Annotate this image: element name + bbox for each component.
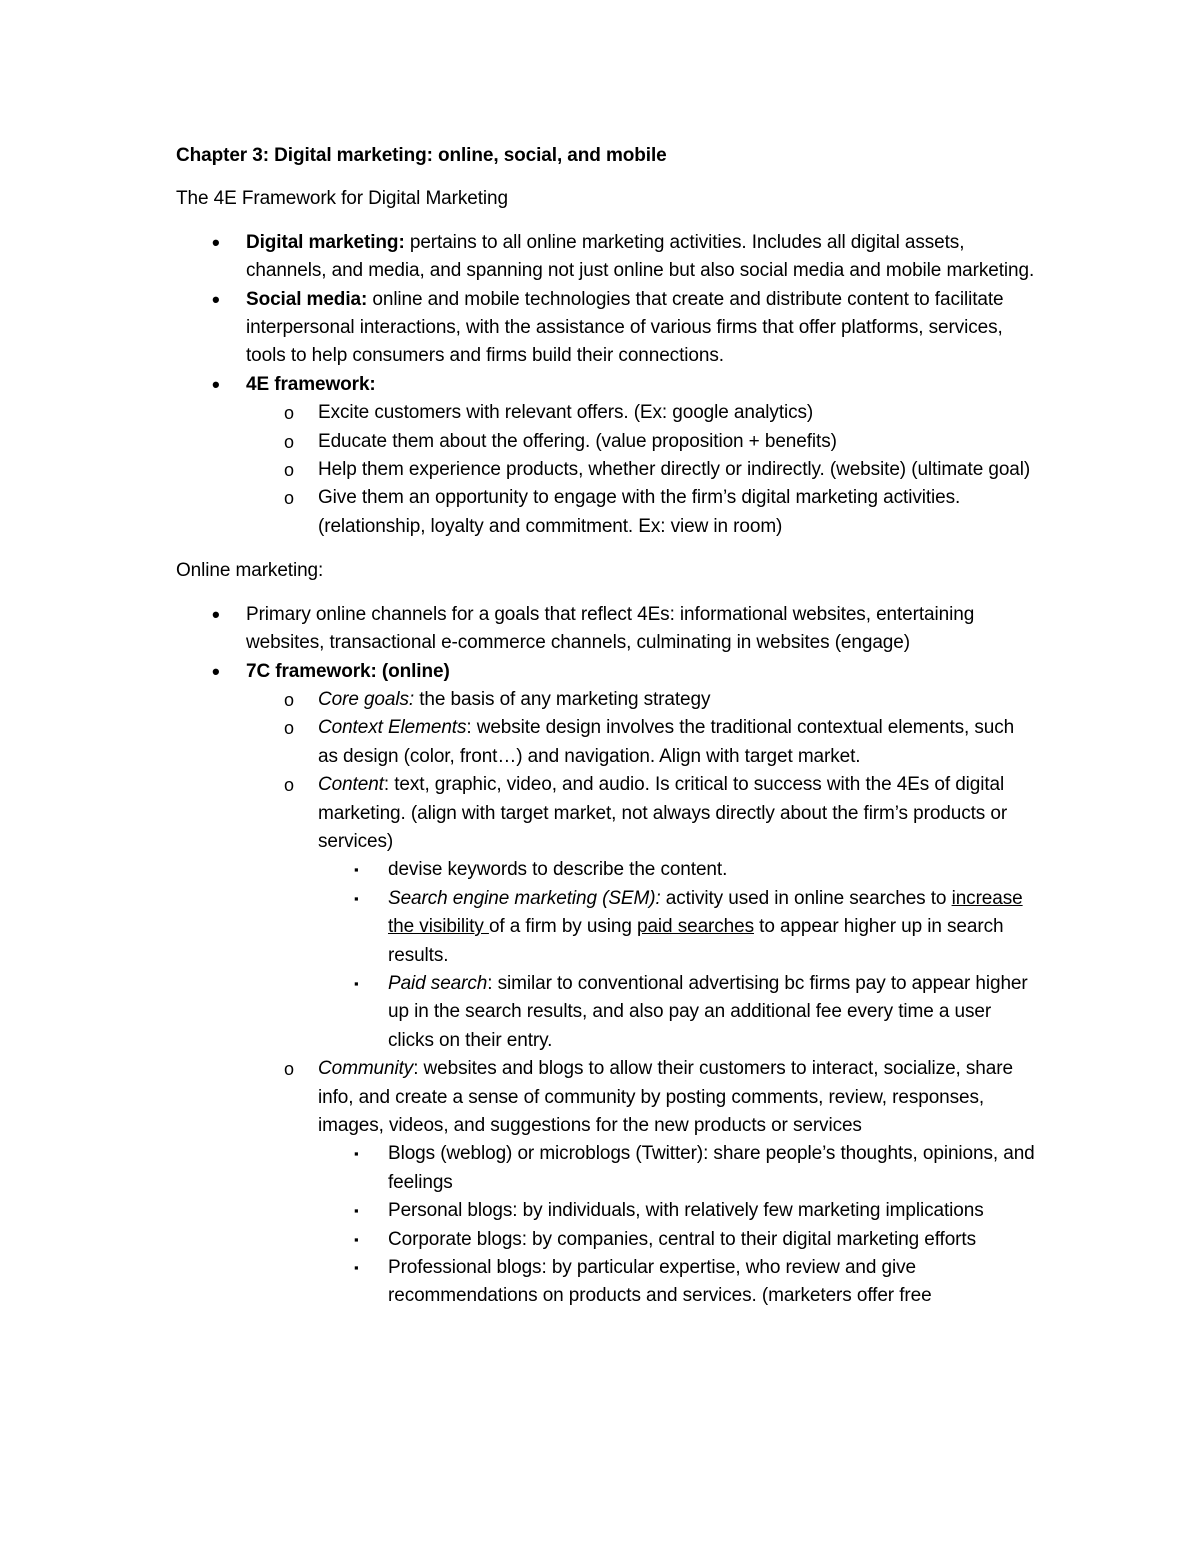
sublist-4e (246, 399, 1036, 541)
circle-marker: o (284, 718, 294, 739)
chapter-title: Chapter 3: Digital marketing: online, social, and mobile (176, 145, 667, 166)
list-item (176, 1197, 1036, 1225)
list-item-devise-keywords (176, 856, 1036, 884)
item-professional-blogs: Professional blogs: by particular expertise, who review and give recommendations on products and services. (marketers offer free (388, 1257, 932, 1307)
definition-paid-search: : similar to conventional advertising bc firms pay to appear higher up in the search results, and also pay an additional fee every time a user clicks on their entry. (388, 972, 1028, 1051)
item-corporate-blogs: Corporate blogs: by companies, central to their digital marketing efforts (388, 1228, 976, 1250)
bullet-marker: • (212, 601, 220, 627)
primary-channels-text: Primary online channels for a goals that reflect 4Es: informational websites, entertaining websites, transactional e-commerce channels, culminating in websites (engage) (246, 603, 975, 654)
list-item-context-elements (176, 714, 1036, 771)
term-4e-framework: 4E framework: (246, 373, 376, 395)
sem-text-2: of a firm by using (488, 916, 637, 938)
item-excite: Excite customers with relevant offers. (Ex: google analytics) (318, 402, 814, 424)
term-context-elements: Context Elements (318, 717, 467, 739)
list-item (176, 1254, 1036, 1311)
bullet-marker: • (212, 286, 220, 312)
bullet-list-4e (176, 229, 1036, 541)
square-marker: ▪ (354, 1260, 359, 1276)
sublist-7c (246, 686, 1036, 1311)
bullet-list-online (176, 601, 1036, 1311)
term-paid-search: Paid search (388, 972, 488, 994)
bullet-marker: • (212, 229, 220, 255)
item-educate: Educate them about the offering. (value proposition + benefits) (318, 430, 837, 452)
list-item-social-media (176, 286, 1036, 371)
circle-marker: o (284, 431, 294, 452)
circle-marker: o (284, 460, 294, 481)
square-marker: ▪ (354, 862, 359, 878)
term-7c-framework: 7C framework: (246, 660, 377, 682)
circle-marker: o (284, 488, 294, 509)
devise-keywords-text: devise keywords to describe the content. (388, 859, 728, 881)
list-item-community (176, 1055, 1036, 1311)
sem-text-3: to appear higher up in search results. (388, 916, 1004, 966)
list-item-4e-framework (176, 371, 1036, 541)
section-subtitle: The 4E Framework for Digital Marketing (176, 188, 508, 210)
online-marketing-heading: Online marketing: (176, 560, 324, 582)
bullet-marker: • (212, 371, 220, 397)
list-item-sem (176, 885, 1036, 970)
term-community: Community (318, 1058, 414, 1080)
term-7c-suffix: (online) (376, 660, 450, 682)
sem-text-1: activity used in online searches to (660, 887, 952, 909)
list-item (176, 456, 1036, 484)
sem-underline-visibility: increase the visibility (388, 887, 1023, 938)
list-item-paid-search (176, 970, 1036, 1055)
definition-digital-marketing: pertains to all online marketing activities. Includes all digital assets, channels, and media, and spanning not just online but also social media and mobile marketing. (246, 231, 1035, 282)
circle-marker: o (284, 775, 294, 796)
item-experience: Help them experience products, whether directly or indirectly. (website) (ultimate goal) (318, 459, 1031, 481)
item-blogs: Blogs (weblog) or microblogs (Twitter): share people’s thoughts, opinions, and feelings (388, 1143, 1035, 1193)
definition-social-media: online and mobile technologies that create and distribute content to facilitate interpersonal interactions, with the assistance of various firms that offer platforms, services, tools to help consumers and firms build their connections. (246, 288, 1004, 367)
circle-marker: o (284, 689, 294, 710)
list-item (176, 399, 1036, 427)
list-item-core-goals (176, 686, 1036, 714)
square-marker: ▪ (354, 1231, 359, 1247)
square-marker: ▪ (354, 890, 359, 906)
term-social-media: Social media: (246, 288, 368, 310)
bullet-marker: • (212, 658, 220, 684)
document-body (176, 142, 1036, 1311)
definition-content: : text, graphic, video, and audio. Is critical to success with the 4Es of digital marketing. (align with target market, not always directly about the firm’s products or services) (318, 774, 1008, 852)
list-item-primary-channels (176, 601, 1036, 658)
definition-core-goals: the basis of any marketing strategy (414, 688, 711, 710)
list-item-7c-framework (176, 658, 1036, 1311)
list-item-content (176, 771, 1036, 1055)
item-personal-blogs: Personal blogs: by individuals, with relatively few marketing implications (388, 1200, 984, 1222)
square-marker: ▪ (354, 1146, 359, 1162)
circle-marker: o (284, 403, 294, 424)
list-item (176, 428, 1036, 456)
definition-community: : websites and blogs to allow their customers to interact, socialize, share info, and create a sense of community by posting comments, review, responses, images, videos, and suggestions for the new products or services (318, 1058, 1013, 1136)
sem-underline-paid-searches: paid searches (637, 916, 754, 938)
list-item-digital-marketing (176, 229, 1036, 286)
item-engage: Give them an opportunity to engage with the firm’s digital marketing activities. (relationship, loyalty and commitment. Ex: view in room) (318, 487, 961, 537)
sublist-content (318, 856, 1036, 1055)
circle-marker: o (284, 1059, 294, 1080)
term-content: Content (318, 774, 384, 796)
square-marker: ▪ (354, 975, 359, 991)
list-item (176, 1140, 1036, 1197)
term-sem: Search engine marketing (SEM): (388, 887, 661, 909)
list-item (176, 1226, 1036, 1254)
term-digital-marketing: Digital marketing: (246, 231, 405, 253)
definition-context-elements: : website design involves the traditional contextual elements, such as design (color, front…) and navigation. Align with target market. (318, 717, 1015, 767)
sublist-community (318, 1140, 1036, 1310)
term-core-goals: Core goals: (318, 688, 415, 710)
list-item (176, 484, 1036, 541)
square-marker: ▪ (354, 1203, 359, 1219)
